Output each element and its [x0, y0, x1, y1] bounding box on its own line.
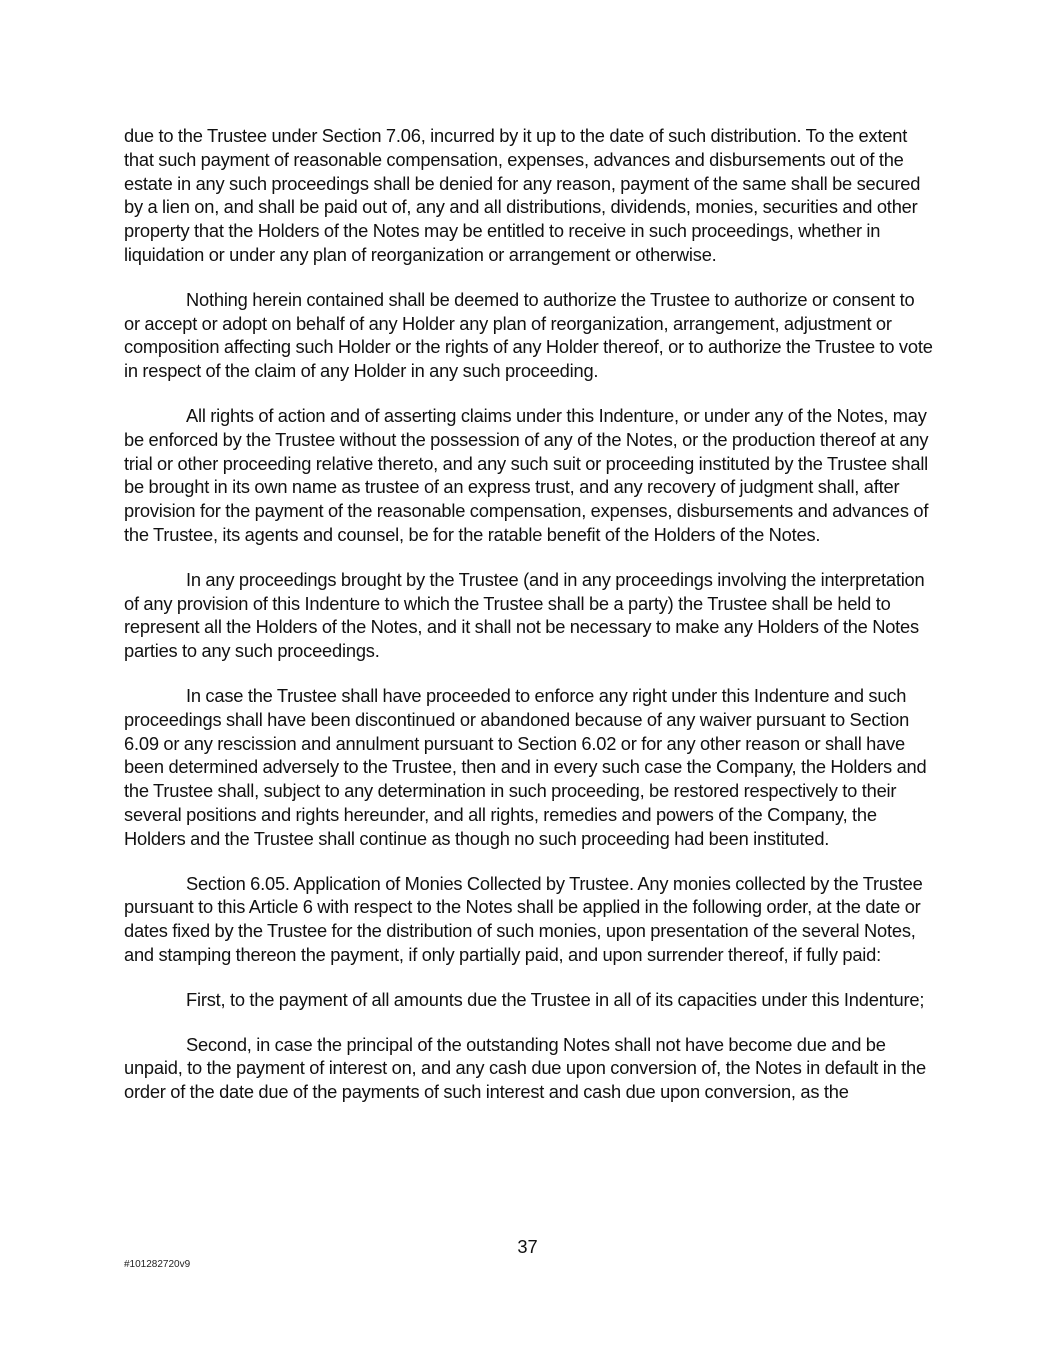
paragraph-no-authorization: Nothing herein contained shall be deemed to authorize the Trustee to authorize or consent to or accept or adopt on behalf of any Holder any plan of reorganization, arrangement, adjustment or composition affecting such Holder or the rights of any Holder thereof, or to authorize the Trustee to vote in respect of the claim of any Holder in any such proceeding. [124, 288, 933, 382]
paragraph-section-6-05: Section 6.05. Application of Monies Collected by Trustee. Any monies collected by the Trustee pursuant to this Article 6 with respect to the Notes shall be applied in the following order, at the date or dates fixed by the Trustee for the distribution of such monies, upon presentation of the several Notes, and stamping thereon the payment, if only partially paid, and upon surrender thereof, if fully paid: [124, 872, 923, 965]
paragraph-trustee-represents-holders: In any proceedings brought by the Trustee (and in any proceedings involving the interpretation of any provision of this Indenture to which the Trustee shall be a party) the Trustee shall be held to represent all the Holders of the Notes, and it shall not be necessary to make any Holders of the Notes parties to any such proceedings. [124, 568, 925, 662]
paragraph-second-priority: Second, in case the principal of the outstanding Notes shall not have become due and be unpaid, to the payment of interest on, and any cash due upon conversion of, the Notes in default in the order of the date due of the payments of such interest and cash due upon conversion, as the [124, 1033, 926, 1103]
document-id: #101282720v9 [124, 1259, 191, 1270]
document-body [124, 124, 934, 1125]
paragraph-rights-of-action: All rights of action and of asserting claims under this Indenture, or under any of the Notes, may be enforced by the Trustee without the possession of any of the Notes, or the production thereof at any trial or other proceeding relative thereto, and any such suit or proceeding instituted by the Trustee shall be brought in its own name as trustee of an express trust, and any recovery of judgment shall, after provision for the payment of the reasonable compensation, expenses, disbursements and advances of the Trustee, its agents and counsel, be for the ratable benefit of the Holders of the Notes. [124, 404, 929, 545]
paragraph-restoration-of-rights: In case the Trustee shall have proceeded to enforce any right under this Indenture and such proceedings shall have been discontinued or abandoned because of any waiver pursuant to Section 6.09 or any rescission and annulment pursuant to Section 6.02 or for any other reason or shall have been determined adversely to the Trustee, then and in every such case the Company, the Holders and the Trustee shall, subject to any determination in such proceeding, be restored respectively to their several positions and rights hereunder, and all rights, remedies and powers of the Company, the Holders and the Trustee shall continue as though no such proceeding had been instituted. [124, 684, 927, 849]
paragraph-first-priority: First, to the payment of all amounts due the Trustee in all of its capacities under this Indenture; [186, 988, 925, 1010]
page-number: 37 [517, 1236, 538, 1257]
paragraph-distribution-continuation: due to the Trustee under Section 7.06, incurred by it up to the date of such distribution. To the extent that such payment of reasonable compensation, expenses, advances and disbursements out of the estate in any such proceedings shall be denied for any reason, payment of the same shall be secured by a lien on, and shall be paid out of, any and all distributions, dividends, monies, securities and other property that the Holders of the Notes may be entitled to receive in such proceedings, whether in liquidation or under any plan of reorganization or arrangement or otherwise. [124, 125, 921, 265]
